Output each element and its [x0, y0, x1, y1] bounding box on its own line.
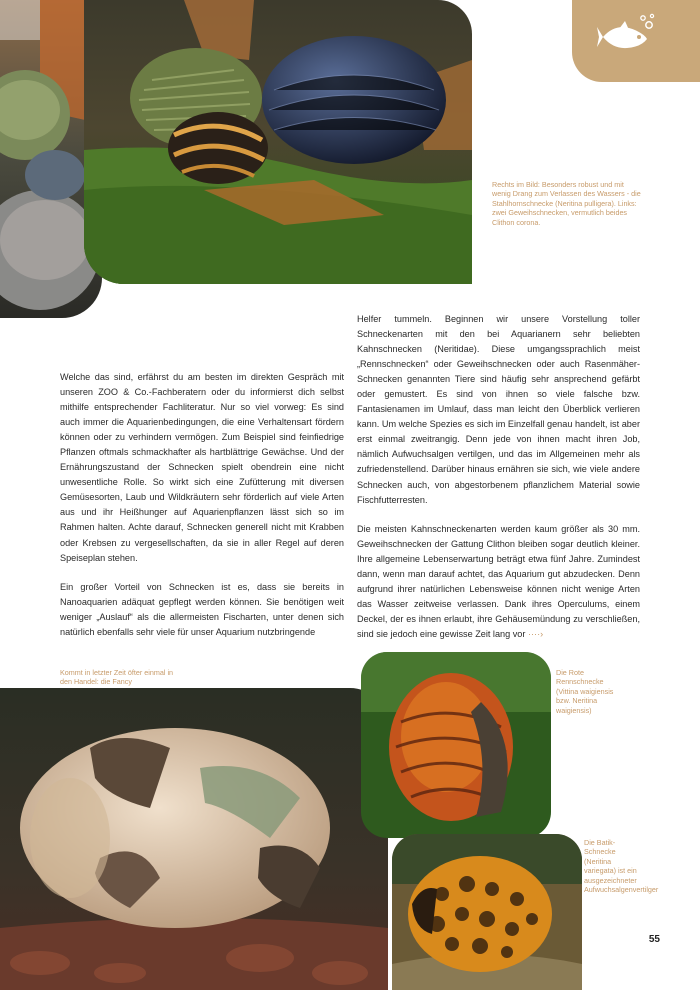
- page-number: 55: [648, 934, 660, 945]
- continue-marker: ····›: [527, 628, 544, 639]
- caption-fancy-snail: Kommt in letzter Zeit öfter einmal in den Handel: die Fancy: [60, 668, 174, 687]
- caption-batik-schnecke: Die Batik-Schnecke (Neritina variegata) ist ein ausgezeichneter Aufwuchsalgenvertilger: [584, 838, 659, 895]
- paragraph: Welche das sind, erfährst du am besten im direkten Gespräch mit unseren ZOO & Co.-Fachberatern oder du informierst dich selbst mithilfe entsprechender Fachliteratur. Nur so viel vorweg: Es sind auch immer die Aquarienbedingungen, die eine Verhaltensart fördern können oder zu verhindern vermögen. Zum Beispiel sind feinfiedrige Pflanzen oftmals schmackhafter als hartblättrige Gewächse. Und der Ernährungszustand der Schnecken spielt obendrein eine nicht unwesentliche Rolle. So wirkt sich eine Zufütterung mit diversen Gemüsesorten, Laub und Wildkräutern sehr förderlich auf viele Arten aus und ihr Heißhunger auf Aquarienpflanzen lässt sich so im Rahmen halten. Achte darauf, Schnecken generell nicht mit Krabben oder Krebsen zu vergesellschaften, da sie in aller Regel auf deren Speiseplan stehen.: [60, 372, 344, 563]
- paragraph: Helfer tummeln. Beginnen wir unsere Vorstellung toller Schneckenarten mit den bei Aquarianern sehr beliebten Kahnschnecken (Neritidae). Diese umgangssprachlich meist „Rennschnecken“ oder Geweihschnecken oder auch Rasenmäher-Schnecken genannten Tiere sind häufig sehr ansprechend gefärbt oder gemustert. Es sind von ihnen so viele falsche bzw. Fantasienamen im Umlauf, dass man leicht den Überblick verlieren kann. Um welche Spezies es sich im Einzelfall genau handelt, ist aber erst einmal zweitrangig. Denn jede von ihnen macht ihren Job, nämlich Aufwuchsalgen vertilgen, und das im Allgemeinen mehr als zufriedenstellend. Darüber hinaus ernähren sie sich, wie viele andere Schnecken auch, von abgestorbenem pflanzlichem Material sowie Fischfutterresten.: [357, 314, 640, 505]
- fish-icon: [597, 13, 655, 61]
- photo-fancy-geweihschnecke: [0, 688, 388, 990]
- text-column-right: [357, 312, 640, 642]
- photo-rote-rennschnecke: [361, 652, 551, 838]
- photo-top-snails: [84, 0, 472, 284]
- photo-batik-schnecke: [392, 834, 582, 990]
- caption-top-photo: Rechts im Bild: Besonders robust und mit wenig Drang zum Verlassen des Wassers - die Stahlhornschnecke (Neritina pulligera). Links: zwei Geweihschnecken, vermutlich beides Clithon corona.: [492, 180, 641, 227]
- paragraph: Ein großer Vorteil von Schnecken ist es, dass sie bereits in Nanoaquarien adäquat gepflegt werden können. Sie benötigen weit weniger „Auslauf“ als die allermeisten Fischarten, unter denen sich natürlich ebenfalls sehr viele für unser Aquarium nutzbringende: [60, 581, 344, 637]
- paragraph: Die meisten Kahnschneckenarten werden kaum größer als 30 mm. Geweihschnecken der Gattung Clithon bleiben sogar deutlich kleiner. Ihre allgemeine Lebenserwartung beträgt etwa fünf Jahre. Zumindest dann, wenn man darauf achtet, das Aquarium gut abzudecken. Denn aufgrund ihrer natürlichen Lebensweise können nicht wenige Arten das Wasser zeitweise verlassen. Dank ihres Operculums, einem Deckel, der es ihnen erlaubt, ihre Gehäusemündung zu verschließen, sind sie jedoch eine gewisse Zeit lang vor ····›: [357, 523, 640, 639]
- text-column-left: [60, 370, 344, 640]
- section-tab: [572, 0, 700, 82]
- caption-rote-rennschnecke: Die Rote Rennschnecke (Vittina waigiensis bzw. Neritina waigiensis): [556, 668, 614, 715]
